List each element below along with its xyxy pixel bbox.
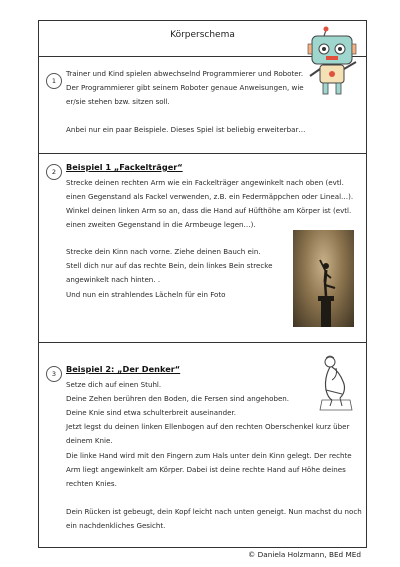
section3-line: deinem Knie. — [66, 436, 113, 445]
section2-line: Stell dich nur auf das rechte Bein, dein linkes Bein strecke — [66, 261, 273, 270]
section3-heading: Beispiel 2: „Der Denker“ — [66, 364, 181, 374]
section3-line: Die linke Hand wird mit den Fingern zum Hals unter dein Kinn gelegt. Der rechte — [66, 451, 352, 460]
section3-line: Dein Rücken ist gebeugt, dein Kopf leicht nach unten geneigt. Nun machst du noch — [66, 507, 362, 516]
page-title: Körperschema — [170, 30, 235, 40]
step-number: 3 — [46, 366, 62, 382]
robot-illustration — [304, 24, 364, 98]
torchbearer-statue-photo — [293, 230, 354, 327]
step-number: 2 — [46, 164, 62, 180]
section2-line: angewinkelt nach hinten. . — [66, 275, 161, 284]
section2-line: einen Gegenstand als Fackel verwenden, z.B. ein Federmäppchen oder Lineal…). — [66, 192, 354, 201]
section1-line: Der Programmierer gibt seinem Roboter genaue Anweisungen, wie — [66, 83, 304, 92]
section2-line: Strecke deinen rechten Arm wie ein Fackelträger angewinkelt nach oben (evtl. — [66, 178, 344, 187]
section1-line: er/sie stehen bzw. sitzen soll. — [66, 97, 170, 106]
section3-line: Jetzt legst du deinen linken Ellenbogen auf den rechten Oberschenkel kurz über — [66, 422, 350, 431]
copyright-footer: © Daniela Holzmann, BEd MEd — [248, 550, 362, 559]
section2-line: einen zweiten Gegenstand in die Armbeuge legen…). — [66, 220, 256, 229]
divider — [38, 153, 367, 154]
section3-line: Arm liegt angewinkelt am Körper. Dabei ist deine rechte Hand auf Höhe deines — [66, 465, 346, 474]
step-number: 1 — [46, 73, 62, 89]
section2-line: Und nun ein strahlendes Lächeln für ein Foto — [66, 290, 226, 299]
divider — [38, 342, 367, 343]
section3-line: ein nachdenkliches Gesicht. — [66, 521, 166, 530]
section1-line: Anbei nur ein paar Beispiele. Dieses Spiel ist beliebig erweiterbar… — [66, 125, 306, 134]
section2-line: Winkel deinen linken Arm so an, dass die Hand auf Hüfthöhe am Körper ist (evtl. — [66, 206, 352, 215]
section3-line: rechten Knies. — [66, 479, 117, 488]
section2-line: Strecke dein Kinn nach vorne. Ziehe deinen Bauch ein. — [66, 247, 261, 256]
section3-line: Setze dich auf einen Stuhl. — [66, 380, 162, 389]
section2-heading: Beispiel 1 „Fackelträger“ — [66, 162, 183, 172]
section3-line: Deine Zehen berühren den Boden, die Fersen sind angehoben. — [66, 394, 290, 403]
section3-line: Deine Knie sind etwa schulterbreit auseinander. — [66, 408, 236, 417]
thinker-sketch — [312, 350, 360, 414]
section1-line: Trainer und Kind spielen abwechselnd Programmierer und Roboter. — [66, 69, 304, 78]
